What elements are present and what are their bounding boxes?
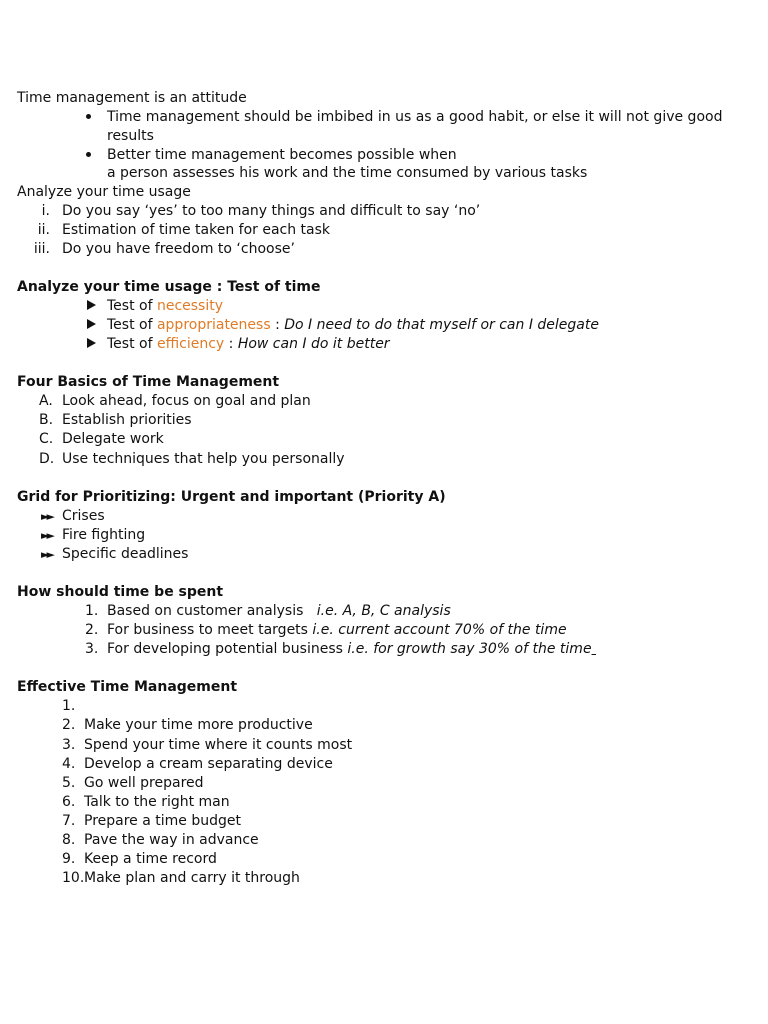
spent-marker: 2. xyxy=(85,622,99,638)
basics-item: Establish priorities xyxy=(62,412,192,428)
effective-item: Develop a cream separating device xyxy=(84,756,333,772)
effective-item: Pave the way in advance xyxy=(84,832,259,848)
test-term: appropriateness xyxy=(156,317,271,333)
analyze-marker: ii. xyxy=(37,222,50,238)
basics-marker: C. xyxy=(39,431,54,447)
basics-item: Delegate work xyxy=(62,431,164,447)
test-prefix: Test of xyxy=(107,298,157,314)
arrow-bullet-icon xyxy=(87,335,96,354)
spent-note: i.e. A, B, C analysis xyxy=(316,603,451,619)
test-heading: Analyze your time usage : Test of time xyxy=(17,279,321,295)
spent-marker: 1. xyxy=(85,603,99,619)
effective-marker: 2. xyxy=(62,717,76,733)
double-arrow-bullet-icon: ►► xyxy=(41,548,52,561)
double-arrow-bullet-icon: ►► xyxy=(41,529,52,542)
effective-heading: Effective Time Management xyxy=(17,679,238,695)
spent-note: i.e. current account 70% of the time xyxy=(312,622,567,638)
effective-marker: 10. xyxy=(62,870,85,886)
test-prefix: Test of xyxy=(107,336,157,352)
spent-text: For developing potential business xyxy=(107,641,348,657)
spent-text: Based on customer analysis xyxy=(107,603,317,619)
analyze-item: Estimation of time taken for each task xyxy=(62,222,331,238)
effective-marker: 7. xyxy=(62,813,76,829)
effective-marker: 6. xyxy=(62,794,76,810)
effective-item: Keep a time record xyxy=(84,851,217,867)
arrow-bullet-icon xyxy=(87,316,96,335)
grid-heading: Grid for Prioritizing: Urgent and important (Priority A) xyxy=(17,489,446,505)
basics-heading: Four Basics of Time Management xyxy=(17,374,280,390)
basics-marker: B. xyxy=(39,412,54,428)
effective-item: Go well prepared xyxy=(84,775,204,791)
analyze-marker: i. xyxy=(41,203,50,219)
grid-item: Specific deadlines xyxy=(62,546,189,562)
intro-bullet-1-line-1: Time management should be imbibed in us as a good habit, or else it will not give good xyxy=(107,109,723,125)
underline-mark xyxy=(592,641,596,657)
analyze-marker: iii. xyxy=(33,241,50,257)
test-prefix: Test of xyxy=(107,317,157,333)
effective-marker: 5. xyxy=(62,775,76,791)
test-sep: : xyxy=(224,336,238,352)
effective-marker: 8. xyxy=(62,832,76,848)
basics-item: Use techniques that help you personally xyxy=(62,451,345,467)
intro-heading: Time management is an attitude xyxy=(17,90,247,106)
effective-marker: 4. xyxy=(62,756,76,772)
spent-item xyxy=(107,640,596,659)
analyze-item: Do you have freedom to ‘choose’ xyxy=(62,241,295,257)
arrow-bullet-icon xyxy=(87,297,96,316)
test-item xyxy=(107,335,390,354)
basics-marker: D. xyxy=(39,451,55,467)
effective-item: Prepare a time budget xyxy=(84,813,241,829)
effective-marker: 3. xyxy=(62,737,76,753)
analyze-heading: Analyze your time usage xyxy=(17,184,191,200)
bullet-dot-icon xyxy=(86,108,91,127)
spent-item xyxy=(107,621,567,640)
effective-item: Make plan and carry it through xyxy=(84,870,300,886)
effective-item: Make your time more productive xyxy=(84,717,313,733)
spent-note: i.e. for growth say 30% of the time xyxy=(347,641,592,657)
test-desc: How can I do it better xyxy=(237,336,390,352)
spent-text: For business to meet targets xyxy=(107,622,313,638)
test-desc: Do I need to do that myself or can I delegate xyxy=(284,317,599,333)
test-item xyxy=(107,316,599,335)
spent-heading: How should time be spent xyxy=(17,584,224,600)
test-item xyxy=(107,297,223,316)
effective-marker: 1. xyxy=(62,698,76,714)
grid-item: Fire fighting xyxy=(62,527,146,543)
spent-marker: 3. xyxy=(85,641,99,657)
bullet-dot-icon xyxy=(86,146,91,165)
analyze-item: Do you say ‘yes’ to too many things and difficult to say ‘no’ xyxy=(62,203,481,219)
double-arrow-bullet-icon: ►► xyxy=(41,510,52,523)
effective-item: Spend your time where it counts most xyxy=(84,737,353,753)
basics-item: Look ahead, focus on goal and plan xyxy=(62,393,311,409)
intro-bullet-2-line-2: a person assesses his work and the time consumed by various tasks xyxy=(107,165,588,181)
effective-item: Talk to the right man xyxy=(84,794,230,810)
intro-bullet-1-line-2: results xyxy=(107,128,154,144)
test-term: efficiency xyxy=(156,336,225,352)
intro-bullet-2-line-1: Better time management becomes possible when xyxy=(107,147,457,163)
effective-marker: 9. xyxy=(62,851,76,867)
test-term: necessity xyxy=(156,298,224,314)
grid-item: Crises xyxy=(62,508,105,524)
test-sep: : xyxy=(270,317,285,333)
spent-item xyxy=(107,602,451,621)
basics-marker: A. xyxy=(39,393,53,409)
